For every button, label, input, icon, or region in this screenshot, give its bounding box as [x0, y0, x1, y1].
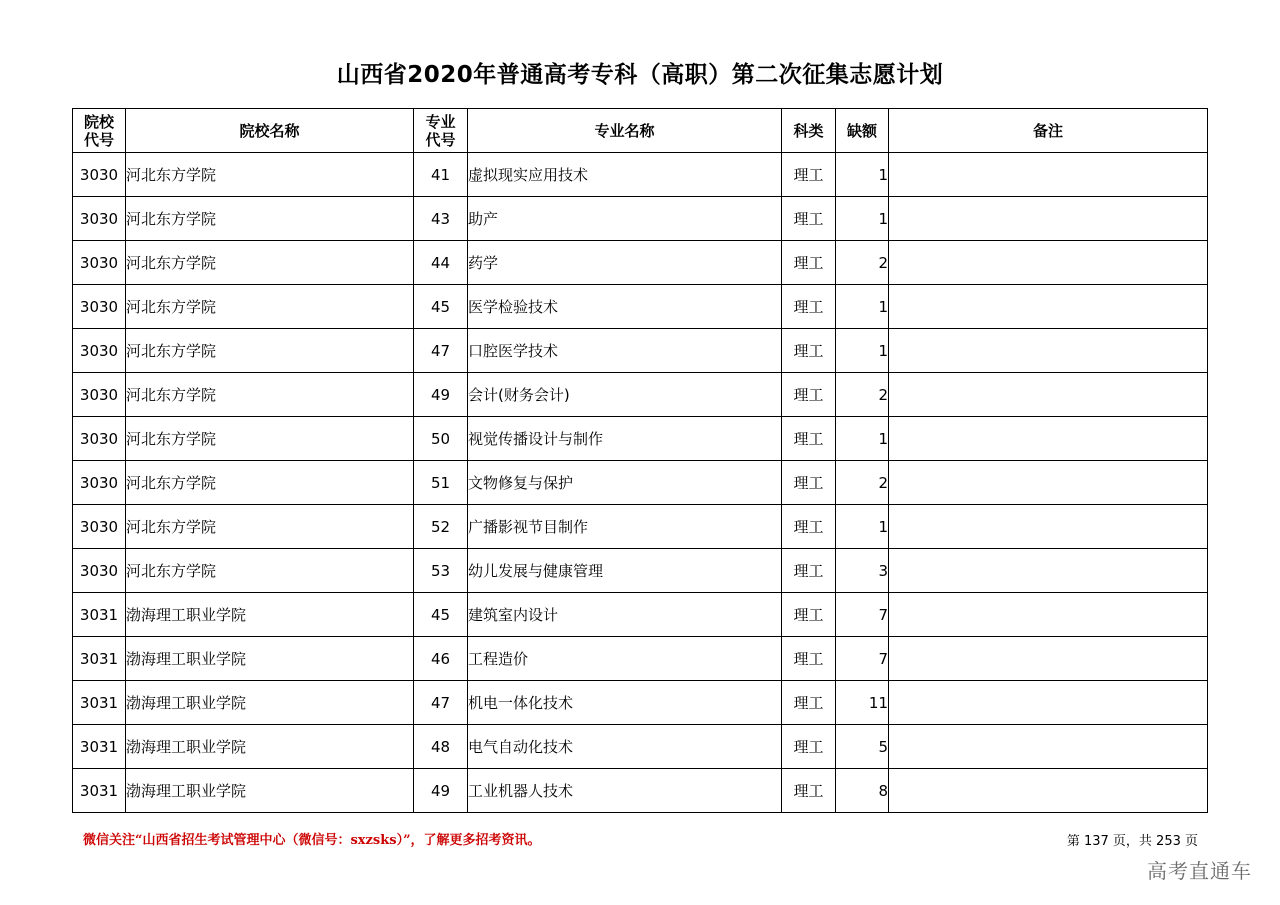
cell-remarks [889, 197, 1208, 241]
cell-vacancy: 3 [836, 549, 889, 593]
header-school-code-line1: 院校 [83, 112, 114, 131]
cell-remarks [889, 725, 1208, 769]
cell-major-code: 51 [414, 461, 468, 505]
cell-school-name: 河北东方学院 [126, 241, 414, 285]
cell-category: 理工 [782, 549, 836, 593]
cell-vacancy: 2 [836, 241, 889, 285]
cell-school-code: 3031 [73, 593, 126, 637]
cell-school-name: 河北东方学院 [126, 285, 414, 329]
cell-major-name: 视觉传播设计与制作 [468, 417, 782, 461]
cell-vacancy: 1 [836, 153, 889, 197]
cell-major-name: 药学 [468, 241, 782, 285]
cell-major-name: 工程造价 [468, 637, 782, 681]
cell-vacancy: 1 [836, 197, 889, 241]
cell-vacancy: 7 [836, 637, 889, 681]
cell-category: 理工 [782, 461, 836, 505]
cell-school-name: 河北东方学院 [126, 197, 414, 241]
cell-major-name: 机电一体化技术 [468, 681, 782, 725]
cell-vacancy: 8 [836, 769, 889, 813]
cell-category: 理工 [782, 681, 836, 725]
cell-school-name: 河北东方学院 [126, 549, 414, 593]
header-major-code [414, 109, 468, 153]
cell-major-name: 电气自动化技术 [468, 725, 782, 769]
cell-major-name: 文物修复与保护 [468, 461, 782, 505]
cell-category: 理工 [782, 505, 836, 549]
cell-school-code: 3030 [73, 549, 126, 593]
cell-school-code: 3031 [73, 769, 126, 813]
cell-school-code: 3031 [73, 681, 126, 725]
cell-category: 理工 [782, 197, 836, 241]
cell-major-code: 41 [414, 153, 468, 197]
header-major-code-line2: 代号 [425, 130, 456, 149]
table-row [73, 725, 1208, 769]
table-row [73, 461, 1208, 505]
cell-category: 理工 [782, 241, 836, 285]
cell-major-name: 会计(财务会计) [468, 373, 782, 417]
header-school-name: 院校名称 [126, 109, 414, 153]
page-title: 山西省2020年普通高考专科（高职）第二次征集志愿计划 [336, 62, 944, 88]
header-school-code-line2: 代号 [83, 130, 114, 149]
cell-school-name: 河北东方学院 [126, 417, 414, 461]
cell-school-name: 渤海理工职业学院 [126, 725, 414, 769]
cell-category: 理工 [782, 769, 836, 813]
cell-school-code: 3030 [73, 153, 126, 197]
header-category: 科类 [782, 109, 836, 153]
cell-school-name: 河北东方学院 [126, 153, 414, 197]
cell-school-code: 3030 [73, 241, 126, 285]
header-vacancy: 缺额 [836, 109, 889, 153]
table-row [73, 241, 1208, 285]
cell-vacancy: 11 [836, 681, 889, 725]
cell-major-code: 48 [414, 725, 468, 769]
cell-major-code: 52 [414, 505, 468, 549]
cell-remarks [889, 461, 1208, 505]
cell-school-code: 3031 [73, 637, 126, 681]
cell-major-name: 广播影视节目制作 [468, 505, 782, 549]
table-row [73, 285, 1208, 329]
cell-school-name: 渤海理工职业学院 [126, 769, 414, 813]
cell-major-name: 建筑室内设计 [468, 593, 782, 637]
cell-remarks [889, 153, 1208, 197]
cell-vacancy: 1 [836, 417, 889, 461]
cell-major-code: 45 [414, 593, 468, 637]
header-remarks: 备注 [889, 109, 1208, 153]
table-row [73, 197, 1208, 241]
cell-major-code: 50 [414, 417, 468, 461]
cell-remarks [889, 417, 1208, 461]
cell-remarks [889, 637, 1208, 681]
cell-major-code: 43 [414, 197, 468, 241]
header-school-code [73, 109, 126, 153]
footer-wechat-note: 微信关注“山西省招生考试管理中心（微信号：sxzsks）”，了解更多招考资讯。 [83, 833, 541, 848]
table-row [73, 505, 1208, 549]
cell-category: 理工 [782, 153, 836, 197]
header-major-code-line1: 专业 [425, 112, 456, 131]
cell-remarks [889, 373, 1208, 417]
cell-vacancy: 2 [836, 461, 889, 505]
cell-school-code: 3030 [73, 505, 126, 549]
cell-major-code: 45 [414, 285, 468, 329]
cell-remarks [889, 241, 1208, 285]
cell-major-name: 医学检验技术 [468, 285, 782, 329]
cell-vacancy: 1 [836, 285, 889, 329]
cell-major-name: 虚拟现实应用技术 [468, 153, 782, 197]
table-header [73, 109, 1208, 153]
cell-school-code: 3030 [73, 285, 126, 329]
cell-school-code: 3031 [73, 725, 126, 769]
cell-school-code: 3030 [73, 329, 126, 373]
cell-major-code: 49 [414, 373, 468, 417]
cell-remarks [889, 285, 1208, 329]
cell-major-code: 53 [414, 549, 468, 593]
cell-category: 理工 [782, 373, 836, 417]
cell-major-code: 47 [414, 329, 468, 373]
table-row [73, 769, 1208, 813]
cell-school-name: 渤海理工职业学院 [126, 681, 414, 725]
cell-school-name: 河北东方学院 [126, 461, 414, 505]
cell-school-name: 渤海理工职业学院 [126, 593, 414, 637]
cell-major-code: 47 [414, 681, 468, 725]
cell-school-code: 3030 [73, 373, 126, 417]
table-row [73, 329, 1208, 373]
table-row [73, 681, 1208, 725]
cell-major-code: 49 [414, 769, 468, 813]
table-row [73, 637, 1208, 681]
cell-vacancy: 7 [836, 593, 889, 637]
cell-remarks [889, 593, 1208, 637]
cell-remarks [889, 505, 1208, 549]
cell-category: 理工 [782, 637, 836, 681]
cell-category: 理工 [782, 725, 836, 769]
cell-school-name: 河北东方学院 [126, 505, 414, 549]
cell-remarks [889, 681, 1208, 725]
cell-school-name: 河北东方学院 [126, 329, 414, 373]
table-row [73, 373, 1208, 417]
cell-school-code: 3030 [73, 417, 126, 461]
cell-school-name: 河北东方学院 [126, 373, 414, 417]
table-row [73, 549, 1208, 593]
cell-category: 理工 [782, 593, 836, 637]
cell-school-code: 3030 [73, 461, 126, 505]
cell-school-name: 渤海理工职业学院 [126, 637, 414, 681]
table-row [73, 593, 1208, 637]
cell-major-name: 助产 [468, 197, 782, 241]
cell-vacancy: 1 [836, 329, 889, 373]
cell-remarks [889, 769, 1208, 813]
cell-vacancy: 1 [836, 505, 889, 549]
watermark-text: 高考直通车 [1147, 859, 1252, 883]
cell-remarks [889, 549, 1208, 593]
cell-major-code: 46 [414, 637, 468, 681]
cell-category: 理工 [782, 285, 836, 329]
cell-school-code: 3030 [73, 197, 126, 241]
cell-remarks [889, 329, 1208, 373]
cell-major-name: 口腔医学技术 [468, 329, 782, 373]
cell-category: 理工 [782, 329, 836, 373]
cell-vacancy: 5 [836, 725, 889, 769]
table-body [73, 153, 1208, 813]
header-major-name: 专业名称 [468, 109, 782, 153]
cell-vacancy: 2 [836, 373, 889, 417]
cell-major-name: 幼儿发展与健康管理 [468, 549, 782, 593]
cell-major-name: 工业机器人技术 [468, 769, 782, 813]
table-row [73, 417, 1208, 461]
table-row [73, 153, 1208, 197]
cell-major-code: 44 [414, 241, 468, 285]
footer-page-info: 第 137 页，共 253 页 [1066, 834, 1198, 849]
plan-table [72, 108, 1208, 813]
cell-category: 理工 [782, 417, 836, 461]
